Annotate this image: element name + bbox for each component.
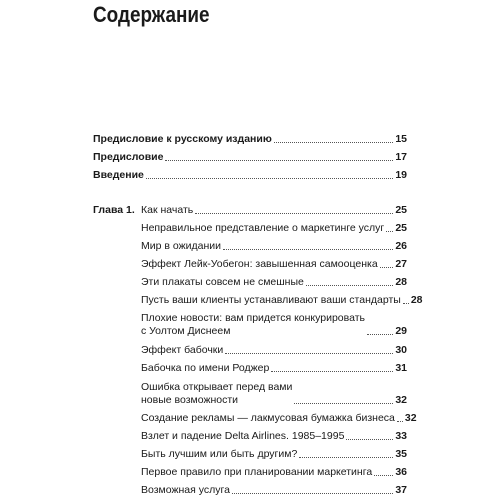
dot-leader [223, 249, 393, 250]
dot-leader [195, 213, 393, 214]
toc-page-number: 35 [395, 448, 407, 460]
toc-entry[interactable] [141, 258, 407, 271]
dot-leader [165, 160, 393, 161]
toc-entry-label-line-1: Ошибка открывает перед вами [141, 381, 293, 393]
toc-entry-label: Предисловие к русскому изданию [93, 133, 272, 145]
toc-page-number: 37 [395, 484, 407, 496]
toc-entry-label: Введение [93, 169, 144, 181]
toc-entry-label: Предисловие [93, 151, 164, 163]
dot-leader [274, 142, 394, 143]
toc-entry-label: Как начать [141, 204, 194, 216]
toc-entry[interactable] [141, 484, 407, 497]
dot-leader [232, 493, 393, 494]
dot-leader [386, 231, 393, 232]
toc-page-number: 26 [395, 240, 407, 252]
toc-entry-label: Возможная услуга [141, 484, 230, 496]
toc-page-number: 19 [395, 169, 407, 181]
dot-leader [146, 178, 393, 179]
dot-leader [397, 421, 403, 422]
toc-page-number: 25 [395, 204, 407, 216]
toc-entry[interactable] [93, 169, 407, 182]
chapter-label: Глава 1. [93, 204, 135, 216]
toc-entry-label: Мир в ожидании [141, 240, 221, 252]
toc-entry[interactable] [141, 222, 407, 235]
dot-leader [346, 439, 393, 440]
page-title: Содержание [93, 2, 210, 27]
toc-page-number: 30 [395, 344, 407, 356]
toc-entry-label: Эффект бабочки [141, 344, 224, 356]
toc-page-number: 32 [404, 412, 417, 424]
toc-entry[interactable] [141, 381, 407, 407]
dot-leader [380, 267, 394, 268]
toc-entry-label: Бабочка по имени Роджер [141, 362, 270, 374]
toc-entry-label: Неправильное представление о маркетинге услуг [141, 222, 385, 234]
toc-page-number: 28 [410, 294, 423, 306]
toc-entry[interactable] [141, 276, 407, 289]
toc-entry-label: Создание рекламы — лакмусовая бумажка бизнеса [141, 412, 395, 424]
toc-entry-label: Быть лучшим или быть другим? [141, 448, 298, 460]
toc-page-number: 15 [395, 133, 407, 145]
toc-entry[interactable] [141, 344, 407, 357]
dot-leader [306, 285, 393, 286]
toc-entry-label: Пусть ваши клиенты устанавливают ваши стандарты [141, 294, 401, 306]
dot-leader [299, 457, 393, 458]
toc-page-number: 29 [395, 325, 407, 337]
toc-entry-label: Эффект Лейк-Уобегон: завышенная самооценка [141, 258, 378, 270]
toc-entry[interactable] [141, 204, 407, 217]
toc-entry-label: Первое правило при планировании маркетинга [141, 466, 373, 478]
dot-leader [271, 371, 393, 372]
toc-entry-label-line-2: новые возможности [141, 394, 239, 406]
toc-entry[interactable] [141, 312, 407, 338]
dot-leader [403, 303, 409, 304]
toc-entry-label-line-2: с Уолтом Диснеем [141, 325, 231, 337]
toc-entry[interactable] [141, 430, 407, 443]
toc-entry[interactable] [141, 448, 407, 461]
toc-page-number: 28 [395, 276, 407, 288]
toc-page-number: 17 [395, 151, 407, 163]
toc-entry[interactable] [93, 133, 407, 146]
toc-entry[interactable] [141, 466, 407, 479]
toc-entry[interactable] [141, 240, 407, 253]
dot-leader [225, 353, 393, 354]
toc-entry[interactable] [141, 294, 423, 307]
toc-entry[interactable] [93, 151, 407, 164]
dot-leader [294, 403, 393, 404]
toc-entry-label [141, 381, 292, 407]
toc-page-number: 36 [395, 466, 407, 478]
toc-entry-label: Взлет и падение Delta Airlines. 1985–1995 [141, 430, 345, 442]
toc-page-number: 25 [395, 222, 407, 234]
toc-page-number: 27 [395, 258, 407, 270]
toc-entry[interactable] [141, 412, 417, 425]
dot-leader [374, 475, 393, 476]
toc-entry-label: Эти плакаты совсем не смешные [141, 276, 304, 288]
toc-entry-label [141, 312, 365, 338]
dot-leader [367, 334, 393, 335]
toc-entry-label-line-1: Плохие новости: вам придется конкурировать [141, 312, 365, 324]
toc-page-number: 32 [395, 394, 407, 406]
toc-page-number: 33 [395, 430, 407, 442]
toc-page-number: 31 [395, 362, 407, 374]
toc-entry[interactable] [141, 362, 407, 375]
